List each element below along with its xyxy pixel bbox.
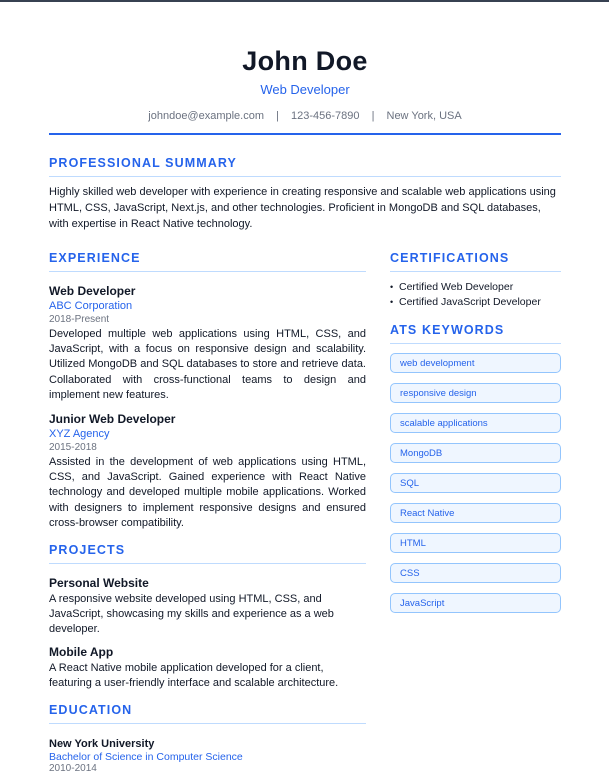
project-title: Mobile App [49, 645, 114, 660]
contact-separator: | [276, 110, 279, 122]
certification-label: Certified Web Developer [399, 281, 514, 293]
education-degree: Bachelor of Science in Computer Science [49, 751, 243, 764]
section-heading-summary: PROFESSIONAL SUMMARY [49, 156, 237, 170]
section-divider [49, 723, 366, 724]
certification-label: Certified JavaScript Developer [399, 296, 541, 308]
contact-email: johndoe@example.com [148, 110, 265, 122]
keyword-chip: MongoDB [390, 443, 561, 463]
contact-location: New York, USA [386, 110, 462, 122]
summary-text: Highly skilled web developer with experience in creating responsive and scalable web applications using HTML, CSS, JavaScript, Next.js, and other technologies. Proficient in MongoDB and SQL databases, with expertise in React Native technology. [49, 186, 556, 230]
section-heading-projects: PROJECTS [49, 543, 126, 558]
keyword-chip: SQL [390, 473, 561, 493]
section-divider [390, 271, 561, 272]
keyword-chip: scalable applications [390, 413, 561, 433]
experience-title: Junior Web Developer [49, 412, 176, 427]
person-name: John Doe [242, 46, 368, 76]
keyword-chip: React Native [390, 503, 561, 523]
education-section [49, 703, 366, 775]
summary-section [49, 156, 561, 232]
experience-description: Developed multiple web applications using HTML, CSS, and JavaScript, with a focus on responsive design and scalability. Utilized MongoDB and SQL databases to store and retrieve data. Collaborated with cross-functional teams to design and implement new features. [49, 328, 366, 401]
experience-dates: 2015-2018 [49, 442, 97, 454]
project-item [49, 645, 366, 691]
certification-item [390, 280, 561, 295]
project-title: Personal Website [49, 576, 149, 591]
right-column [390, 251, 561, 623]
header-divider [49, 133, 561, 135]
project-item [49, 576, 366, 637]
project-description: A React Native mobile application developed for a client, featuring a user-friendly interface and scalable architecture. [49, 662, 339, 690]
experience-title: Web Developer [49, 284, 136, 298]
experience-description: Assisted in the development of web applications using HTML, CSS, and JavaScript. Gained experience with React Native technology and developed multiple mobile applications. Worked with designers to implement responsive designs and ensured cross-browser compatibility. [49, 456, 366, 529]
section-heading-certifications: CERTIFICATIONS [390, 251, 510, 265]
keyword-chip: HTML [390, 533, 561, 553]
section-divider [49, 176, 561, 177]
education-item [49, 738, 366, 775]
keyword-chip: CSS [390, 563, 561, 583]
experience-item [49, 412, 366, 531]
left-column [49, 251, 366, 775]
project-description: A responsive website developed using HTML, CSS, and JavaScript, showcasing my skills and experience as a web developer. [49, 593, 334, 636]
section-divider [390, 343, 561, 344]
keyword-chip: web development [390, 353, 561, 373]
ats-keywords-section [390, 323, 561, 613]
keyword-chip: responsive design [390, 383, 561, 403]
job-title-headline: Web Developer [260, 82, 350, 97]
experience-dates: 2018-Present [49, 314, 110, 325]
contact-phone: 123-456-7890 [291, 110, 360, 122]
two-column-body [49, 251, 561, 775]
education-dates: 2010-2014 [49, 763, 97, 775]
section-divider [49, 271, 366, 272]
education-school: New York University [49, 738, 155, 751]
resume-header [49, 0, 561, 135]
section-heading-education: EDUCATION [49, 703, 133, 718]
contact-separator: | [371, 110, 375, 122]
experience-section [49, 251, 366, 531]
experience-company: ABC Corporation [49, 300, 133, 312]
section-divider [49, 563, 366, 564]
resume-page [49, 0, 561, 775]
keyword-list [390, 353, 561, 613]
certification-item [390, 295, 561, 310]
certifications-section [390, 251, 561, 310]
contact-line [49, 110, 561, 123]
section-heading-ats-keywords: ATS KEYWORDS [390, 323, 505, 337]
keyword-chip: JavaScript [390, 593, 561, 613]
projects-section [49, 543, 366, 691]
bullet-icon: • [390, 297, 394, 307]
bullet-icon: • [390, 282, 394, 292]
section-heading-experience: EXPERIENCE [49, 251, 141, 265]
experience-item [49, 284, 366, 403]
experience-company: XYZ Agency [49, 428, 110, 441]
certification-list [390, 280, 561, 310]
